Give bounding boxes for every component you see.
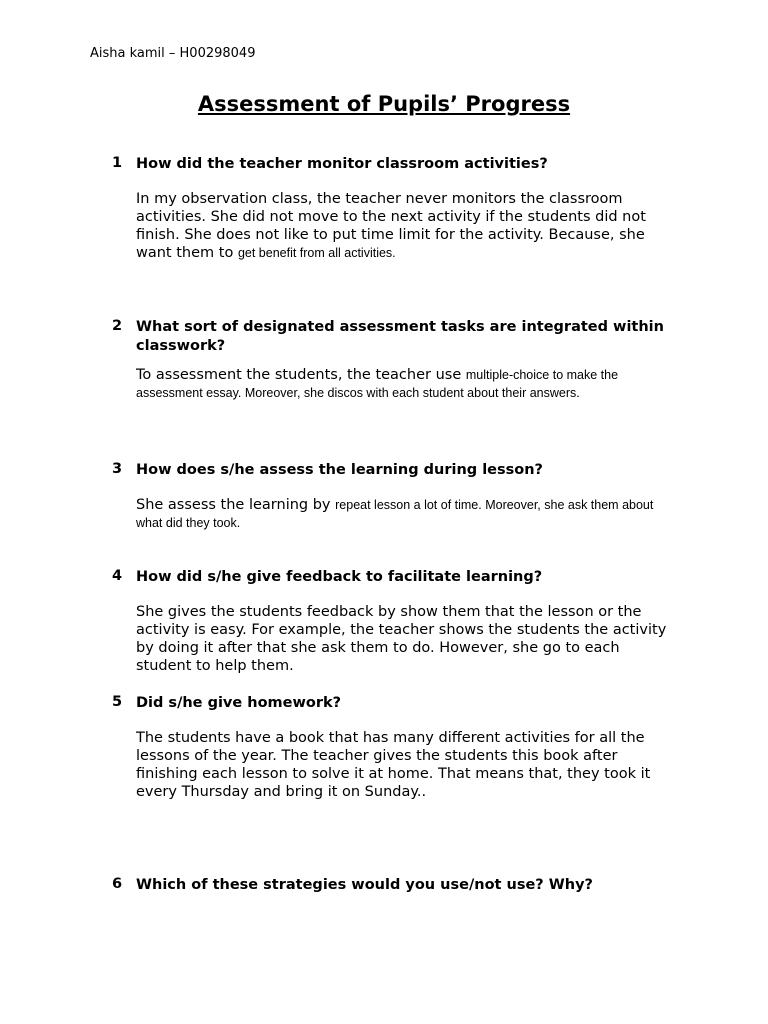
answer-small: multiple-choice to make the assessment essay. Moreover, she discos with each student about their answers. xyxy=(136,368,619,400)
answer-text xyxy=(136,603,672,675)
question-block-3 xyxy=(112,461,672,532)
question-block-5 xyxy=(112,694,672,801)
question-text: Which of these strategies would you use/not use? Why? xyxy=(136,877,593,893)
question-block-4 xyxy=(112,568,672,675)
question-text: Did s/he give homework? xyxy=(136,695,342,711)
question-text: How did the teacher monitor classroom activities? xyxy=(136,156,548,172)
question-text: How does s/he assess the learning during lesson? xyxy=(136,462,543,478)
question-number: 4 xyxy=(112,568,123,584)
question-number: 3 xyxy=(112,461,123,477)
answer-text xyxy=(136,366,672,402)
answer-text xyxy=(136,496,672,532)
answer-text xyxy=(136,190,672,262)
question-block-2 xyxy=(112,318,672,402)
question-number: 6 xyxy=(112,876,123,892)
answer-main: To assessment the students, the teacher use xyxy=(136,367,466,383)
answer-text xyxy=(136,729,672,801)
answer-main: In my observation class, the teacher never monitors the classroom activities. She did not move to the next activity if the students did not finish. She does not like to put time limit for the activity. Because, she want them to xyxy=(136,191,646,261)
question-number: 1 xyxy=(112,155,123,171)
question-text: What sort of designated assessment tasks are integrated within classwork? xyxy=(136,319,664,354)
answer-small: get benefit from all activities. xyxy=(237,246,396,260)
author-line: Aisha kamil – H00298049 xyxy=(90,46,256,61)
answer-small: repeat lesson a lot of time. Moreover, she ask them about what did they took. xyxy=(136,498,654,530)
page-title: Assessment of Pupils’ Progress xyxy=(197,92,571,116)
answer-main: She assess the learning by xyxy=(136,497,336,513)
question-number: 5 xyxy=(112,694,123,710)
answer-main: The students have a book that has many different activities for all the lessons of the year. The teacher gives the students this book after finishing each lesson to solve it at home. That means that, they took it every Thursday and bring it on Sunday.. xyxy=(136,730,651,800)
answer-main: She gives the students feedback by show them that the lesson or the activity is easy. For example, the teacher shows the students the activity by doing it after that she ask them to do. However, she go to each student to help them. xyxy=(136,604,667,674)
question-number: 2 xyxy=(112,318,123,334)
question-text: How did s/he give feedback to facilitate learning? xyxy=(136,569,543,585)
question-block-6 xyxy=(112,876,672,895)
question-block-1 xyxy=(112,155,672,262)
